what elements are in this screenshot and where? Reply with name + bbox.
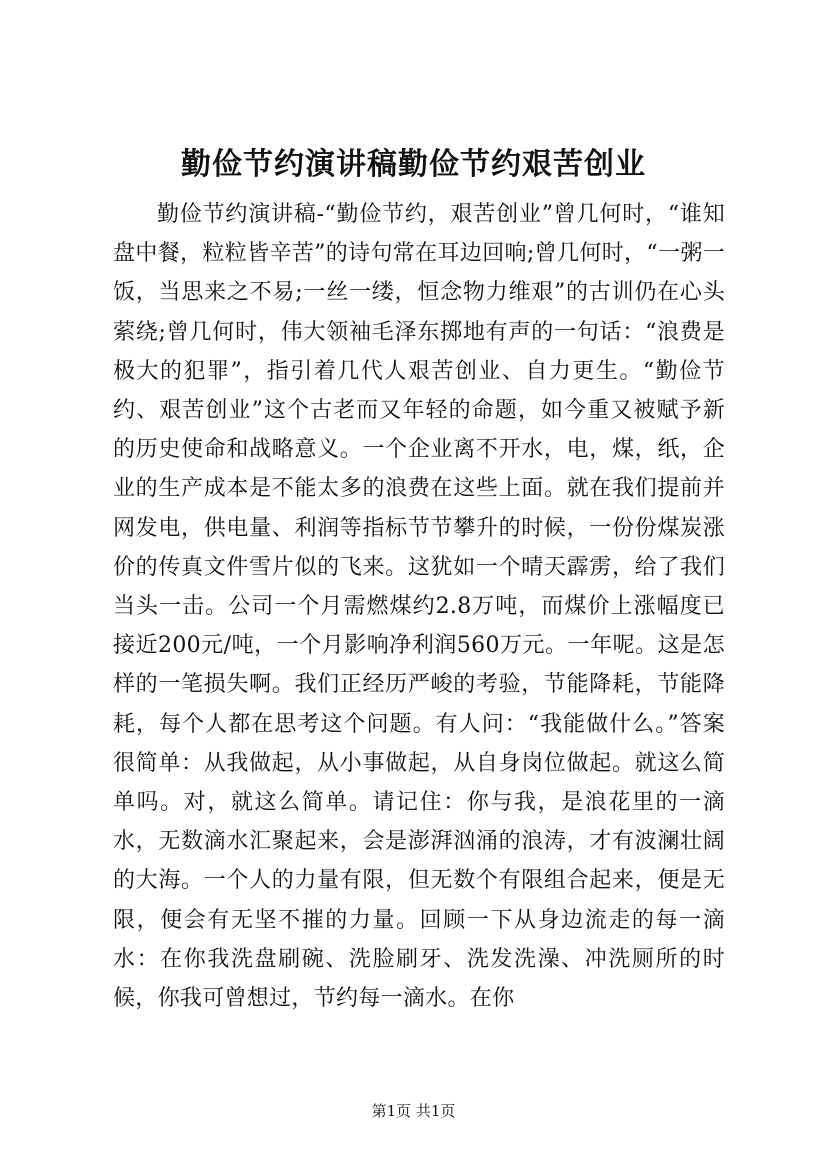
document-title: 勤俭节约演讲稿勤俭节约艰苦创业 — [181, 147, 646, 182]
page-number-footer: 第1页 共1页 — [371, 1102, 456, 1120]
document-body-paragraph: 勤俭节约演讲稿-“勤俭节约，艰苦创业”曾几何时，“谁知盘中餐，粒粒皆辛苦”的诗句常在耳边回响;曾几何时，“一粥一饭，当思来之不易;一丝一缕，恒念物力维艰”的古训仍在心头萦绕;曾几何时，伟大领袖毛泽东掷地有声的一句话：“浪费是极大的犯罪”，指引着几代人艰苦创业、自力更生。“勤俭节约、艰苦创业”这个古老而又年轻的命题，如今重又被赋予新的历史使命和战略意义。一个企业离不开水，电，煤，纸，企业的生产成本是不能太多的浪费在这些上面。就在我们提前并网发电，供电量、利润等指标节节攀升的时候，一份份煤炭涨价的传真文件雪片似的飞来。这犹如一个晴天霹雳，给了我们当头一击。公司一个月需燃煤约2.8万吨，而煤价上涨幅度已接近200元/吨，一个月影响净利润560万元。一年呢。这是怎样的一笔损失啊。我们正经历严峻的考验，节能降耗，节能降耗，每个人都在思考这个问题。有人问：“我能做什么。”答案很简单：从我做起，从小事做起，从自身岗位做起。就这么简单吗。对，就这么简单。请记住：你与我，是浪花里的一滴水，无数滴水汇聚起来，会是澎湃汹涌的浪涛，才有波澜壮阔的大海。一个人的力量有限，但无数个有限组合起来，便是无限，便会有无坚不摧的力量。回顾一下从身边流走的每一滴水：在你我洗盘刷碗、洗脸刷牙、洗发洗澡、冲洗厕所的时候，你我可曾想过，节约每一滴水。在你 — [113, 202, 725, 1012]
